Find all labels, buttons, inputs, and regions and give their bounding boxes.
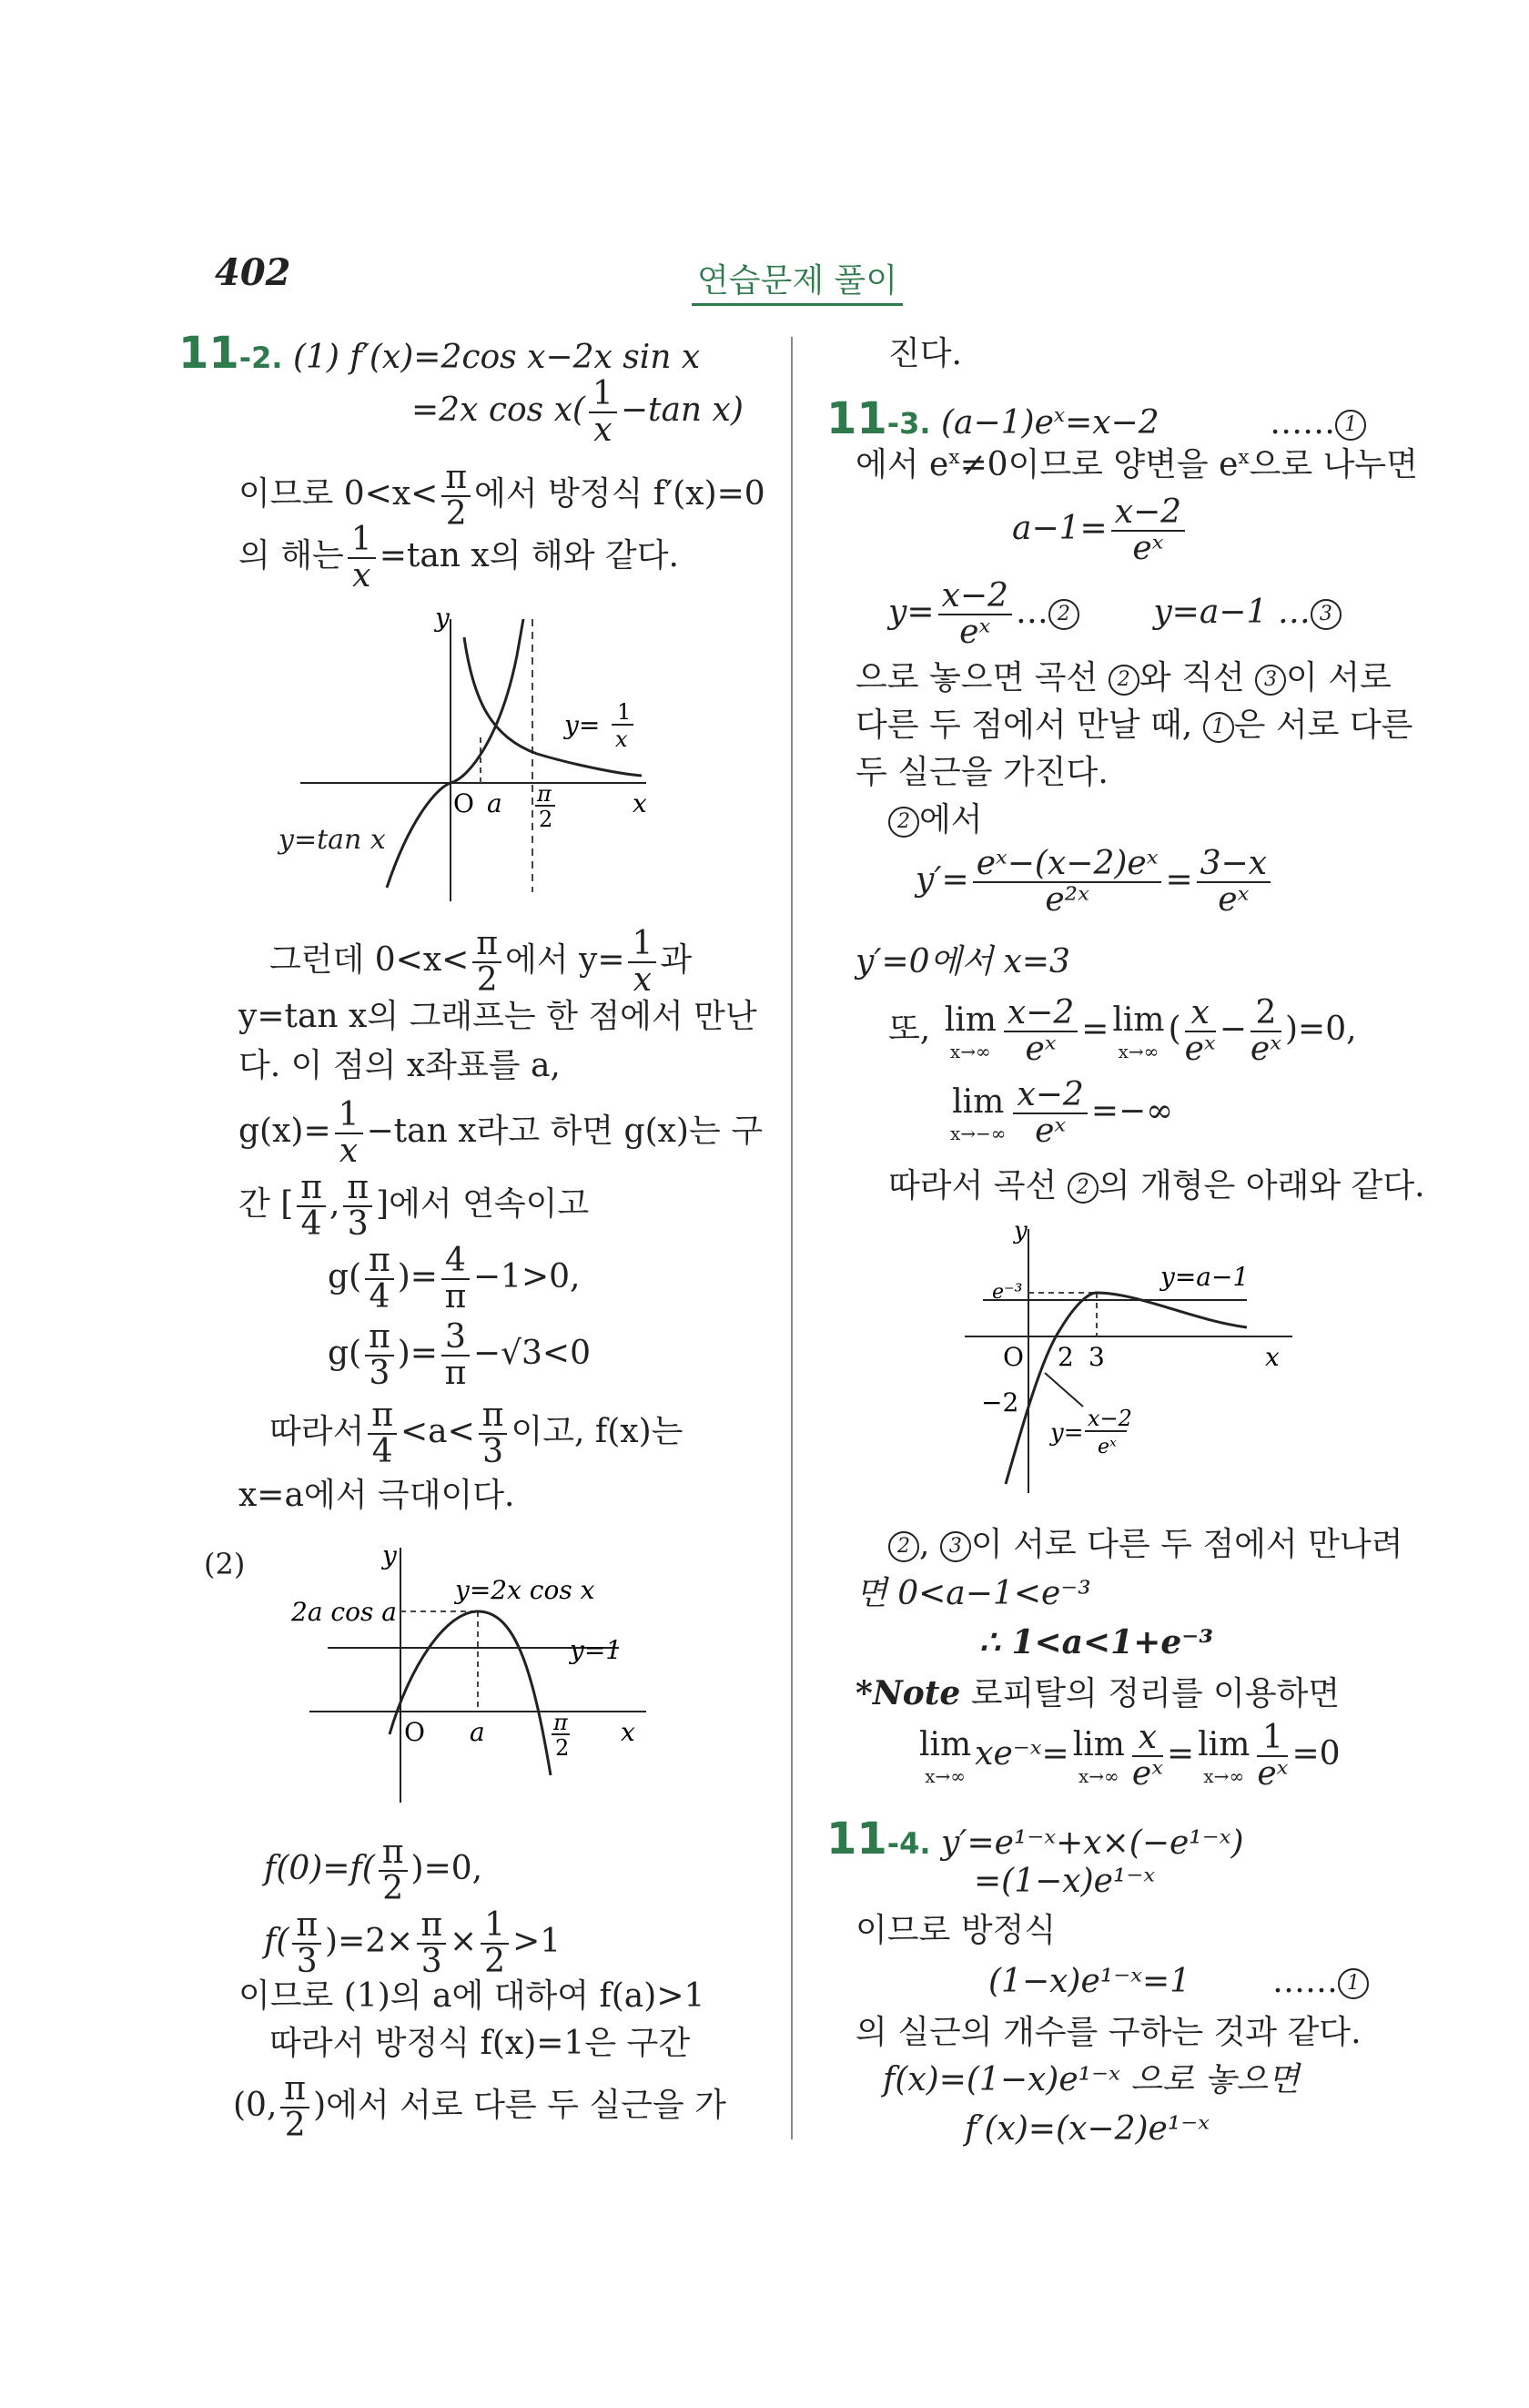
text-line: 또, lim x→∞ $\frac{x-2}{\text{eˣ}}$ = lim x→∞ ( $\frac{x}{\text{eˣ}}$ − $\frac{2}{\text{eˣ}}$ )=0, xyxy=(888,994,1357,1068)
text-line: g( $\frac{\pi}{4}$ )= $\frac{4}{\pi}$ −1>0, xyxy=(328,1242,581,1316)
problem-number-11-4: 11-4. xyxy=(826,1814,931,1864)
problem-11-2-line-1: 11-2. (1) f′(x)=2cos x−2x sin x xyxy=(178,328,701,379)
page-title: 연습문제 풀이 xyxy=(692,255,903,306)
text-line: 이므로 (1)의 a에 대하여 f(a)>1 xyxy=(238,1977,705,2015)
text-line: 따라서 방정식 f(x)=1은 구간 xyxy=(269,2025,691,2062)
tick-label: π xyxy=(553,1710,568,1735)
text-line: (1−x)e¹⁻ˣ=1 …… 1 xyxy=(988,1961,1369,2002)
axis-label: x xyxy=(621,1717,635,1747)
text-line: lim x→−∞ $\frac{x-2}{\text{eˣ}}$ =−∞ xyxy=(950,1076,1174,1150)
reciprocal-curve xyxy=(464,637,642,776)
tick-label: 2 xyxy=(555,1735,570,1761)
tick-label: 3 xyxy=(1089,1342,1105,1372)
text-line: lim x→∞ xe⁻ˣ= lim x→∞ $\frac{x}{\text{eˣ}}$ = lim x→∞ $\frac{1}{\text{eˣ}}$ =0 xyxy=(919,1719,1341,1793)
text-line: 면 0<a−1<e⁻³ xyxy=(856,1575,1091,1612)
fraction: $\frac{1}{x}$ xyxy=(589,377,617,448)
text-line: *Note 로피탈의 정리를 이용하면 xyxy=(856,1674,1341,1712)
axis-label: y xyxy=(435,603,450,633)
column-divider xyxy=(791,337,793,2139)
text-line: 다른 두 점에서 만날 때, 1 은 서로 다른 xyxy=(856,706,1413,744)
text-line: 따라서 곡선 2 의 개형은 아래와 같다. xyxy=(888,1167,1425,1204)
text-line: 의 실근의 개수를 구하는 것과 같다. xyxy=(856,2014,1362,2051)
axis-label: y xyxy=(382,1540,397,1570)
problem-number-11-3: 11-3. xyxy=(826,393,931,444)
tick-label: e⁻³ xyxy=(992,1281,1023,1304)
curve-label: eˣ xyxy=(1098,1436,1117,1458)
tick-label: π xyxy=(537,781,552,807)
text-line: 진다. xyxy=(888,335,962,372)
text-line: y′= $\frac{\text{eˣ−(x−2)eˣ}}{\text{e²ˣ}}$ = $\frac{3-x}{\text{eˣ}}$ xyxy=(916,847,1274,918)
text-line: y=tan x의 그래프는 한 점에서 만난 xyxy=(238,998,757,1035)
max-label: 2a cos a xyxy=(291,1597,397,1627)
text-line: 간 [ $\frac{\pi}{4}$ , $\frac{\pi}{3}$ ]에서 연속이고 xyxy=(238,1169,590,1243)
curve xyxy=(1006,1293,1247,1484)
curve-2xcosx xyxy=(390,1611,551,1775)
axis-label: y xyxy=(1014,1220,1028,1245)
problem-number-11-2: 11-2. xyxy=(178,328,283,379)
text-line: 2 에서 xyxy=(888,799,983,840)
curve-label: 1 xyxy=(617,699,632,725)
subpart-label: (2) xyxy=(204,1547,246,1581)
text-line: 에서 $e^x\ne 0$이므로 양변을 $e^x$으로 나누면 xyxy=(856,446,1418,483)
origin-label: O xyxy=(404,1717,425,1747)
text-line: (0, $\frac{\pi}{2}$ )에서 서로 다른 두 실근을 가 xyxy=(233,2070,726,2144)
text-line: 으로 놓으면 곡선 2 와 직선 3 이 서로 xyxy=(856,659,1392,696)
tick-label: 2 xyxy=(1058,1342,1074,1372)
circled-number: 1 xyxy=(1335,410,1366,441)
text-line: 그런데 0<x< $\frac{\pi}{2}$ 에서 y= $\frac{1}{x}$ 과 xyxy=(269,925,693,999)
text-line: 2 , 3 이 서로 다른 두 점에서 만나려 xyxy=(888,1524,1402,1565)
graph-curve-2 xyxy=(956,1220,1292,1520)
axis-label: x xyxy=(633,788,647,818)
text-line: 다. 이 점의 x좌표를 a, xyxy=(238,1047,561,1084)
tan-curve xyxy=(387,619,523,888)
text-line: g(x)= $\frac{1}{x}$ −tan x라고 하면 g(x)는 구 xyxy=(238,1096,763,1170)
point-label: a xyxy=(470,1717,485,1747)
problem-11-3-line-1: 11-3. $(a-1)e^x=x-2$ …… 1 xyxy=(826,391,1366,446)
text-line: ∴ 1<a<1+e⁻³ xyxy=(979,1623,1214,1661)
text-line: 따라서 $\frac{\pi}{4}$ <a< $\frac{\pi}{3}$ 이고, f(x)는 xyxy=(269,1397,683,1470)
text-line: 이므로 방정식 xyxy=(856,1912,1057,1949)
text-line: =(1−x)e¹⁻ˣ xyxy=(974,1863,1156,1900)
text-line: f( $\frac{\pi}{3}$ )=2× $\frac{\pi}{3}$ × $\frac{1}{2}$ >1 xyxy=(264,1906,562,1980)
curve-label-tan: y=tan x xyxy=(278,824,386,856)
text-line: g( $\frac{\pi}{3}$ )= $\frac{3}{\pi}$ −√3<0 xyxy=(328,1318,591,1392)
text-line: 두 실근을 가진다. xyxy=(856,754,1109,791)
curve-label: y= xyxy=(1050,1419,1084,1447)
curve-label: x xyxy=(615,726,628,752)
text-line: y′=0에서 x=3 xyxy=(856,943,1070,980)
origin-label: O xyxy=(1003,1342,1024,1372)
line-label: y=1 xyxy=(570,1635,623,1665)
axis-label: x xyxy=(1265,1342,1280,1372)
graph-2xcosx xyxy=(291,1539,655,1803)
point-label: a xyxy=(487,788,502,818)
curve-label: y=2x cos x xyxy=(455,1575,595,1605)
text-line: f(0)=f( $\frac{\pi}{2}$ )=0, xyxy=(264,1834,483,1907)
text-line: f′(x)=(x−2)e¹⁻ˣ xyxy=(965,2110,1210,2148)
origin-label: O xyxy=(453,788,474,818)
line-label: y=a−1 xyxy=(1160,1262,1250,1292)
page-number: 402 xyxy=(215,251,291,294)
text-line: y= $\frac{x-2}{\text{eˣ}}$ … 2 y=a−1 … 3 xyxy=(888,579,1342,650)
text-line: a−1= $\frac{x-2}{\text{eˣ}}$ xyxy=(1012,495,1189,566)
text-line: f(x)=(1−x)e¹⁻ˣ 으로 놓으면 xyxy=(883,2061,1300,2098)
tick-label: −2 xyxy=(981,1387,1019,1417)
derivative-line-2: =2x cos x( $\frac{1}{x}$ −tan x) xyxy=(411,375,744,449)
text-line: x=a에서 극대이다. xyxy=(238,1477,515,1514)
problem-11-4-line-1: 11-4. y′=e¹⁻ˣ+x×(−e¹⁻ˣ) xyxy=(826,1814,1244,1864)
pointer-line xyxy=(1045,1373,1083,1407)
curve-label: y= xyxy=(564,710,601,740)
curve-label: x−2 xyxy=(1088,1406,1132,1431)
text-line: 이므로 0<x< $\frac{\pi}{2}$ 에서 방정식 f′(x)=0 xyxy=(238,459,765,533)
tick-label: 2 xyxy=(539,807,553,832)
text-line: 의 해는 $\frac{1}{x}$ =tan x의 해와 같다. xyxy=(238,521,679,594)
